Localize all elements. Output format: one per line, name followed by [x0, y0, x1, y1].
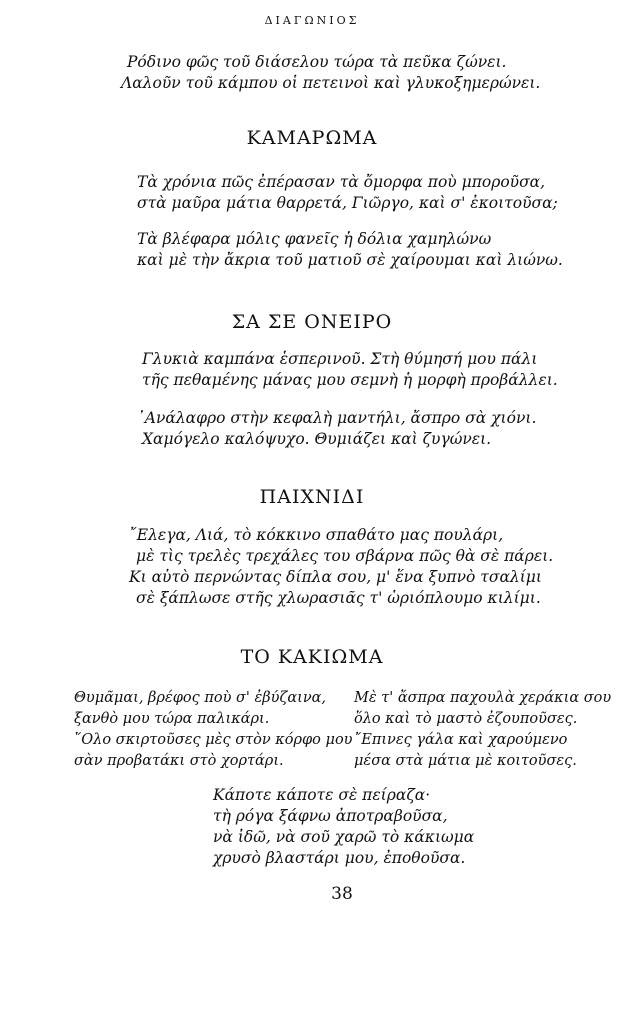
poem-line: τῆς πεθαμένης μάνας μου σεμνὴ ἡ μορφὴ προβάλλει. — [142, 371, 558, 389]
poem-line: νὰ ἰδῶ, νὰ σοῦ χαρῶ τὸ κάκιωμα — [213, 828, 475, 846]
poem-title: ΣΑ ΣΕ ΟΝΕΙΡΟ — [231, 311, 393, 333]
poem-stanza — [137, 229, 563, 271]
page-number: 38 — [331, 884, 353, 904]
poem-stanza — [137, 408, 536, 450]
running-head: ΔΙΑΓΩΝΙΟΣ — [264, 14, 360, 27]
poem-title: ΚΑΜΑΡΩΜΑ — [246, 127, 378, 149]
poem-line: ξανθὸ μου τώρα παλικάρι. — [74, 711, 270, 727]
poem-line: Μὲ τ' ἄσπρα παχουλὰ χεράκια σου — [354, 690, 612, 706]
poem-final-stanza — [213, 785, 474, 869]
poem-line: χρυσὸ βλαστάρι μου, ἐποθοῦσα. — [213, 849, 466, 867]
poem-line: τὴ ρόγα ξάφνω ἀποτραβοῦσα, — [213, 807, 448, 825]
poem-line: Ρόδινο φῶς τοῦ διάσελου τώρα τὰ πεῦκα ζώνει. — [127, 53, 507, 71]
poem-stanza — [137, 172, 558, 214]
poem-stanza — [142, 349, 558, 391]
poem-line: ῎Ελεγα, Λιά, τὸ κόκκινο σπαθάτο μας πουλάρι, — [129, 526, 504, 544]
poem-line: μὲ τὶς τρελὲς τρεχάλες του σβάρνα πῶς θὰ σὲ πάρει. — [136, 547, 554, 565]
poem-line: ῎Επινες γάλα καὶ χαρούμενο — [354, 732, 568, 748]
poem-left-column — [74, 688, 353, 772]
poem-line: ᾿Ανάλαφρο στὴν κεφαλὴ μαντήλι, ἄσπρο σὰ χιόνι. — [137, 409, 537, 427]
poem-line: Λαλοῦν τοῦ κάμπου οἱ πετεινοὶ καὶ γλυκοξημερώνει. — [121, 74, 541, 92]
poem-line: Κι αὐτὸ περνώντας δίπλα σου, μ' ἕνα ξυπνὸ τσαλίμι — [129, 568, 542, 586]
poem-line: Τὰ βλέφαρα μόλις φανεῖς ἡ δόλια χαμηλώνω — [137, 230, 492, 248]
poem-line: σὲ ξάπλωσε στῆς χλωρασιᾶς τ' ὡριόπλουμο κιλίμι. — [136, 589, 541, 607]
poem-line: Χαμόγελο καλόψυχο. Θυμιάζει καὶ ζυγώνει. — [142, 430, 492, 448]
poem-line: ῞Ολο σκιρτοῦσες μὲς στὸν κόρφο μου — [74, 732, 353, 748]
poem-line: Γλυκιὰ καμπάνα ἑσπερινοῦ. Στὴ θύμησή μου πάλι — [142, 350, 538, 368]
poem-line: σὰν προβατάκι στὸ χορτάρι. — [74, 753, 284, 769]
poem-line: μέσα στὰ μάτια μὲ κοιτοῦσες. — [354, 753, 577, 769]
poem-line: καὶ μὲ τὴν ἄκρια τοῦ ματιοῦ σὲ χαίρουμαι καὶ λιώνω. — [137, 251, 563, 269]
poem-line: Τὰ χρόνια πῶς ἐπέρασαν τὰ ὄμορφα ποὺ μποροῦσα, — [137, 173, 546, 191]
poem-line: Κάποτε κάποτε σὲ πείραζα· — [213, 786, 431, 804]
poem-line: στὰ μαῦρα μάτια θαρρετά, Γιῶργο, καὶ σ' ἐκοιτοῦσα; — [137, 194, 558, 212]
poem-title: ΠΑΙΧΝΙΔΙ — [259, 486, 365, 508]
poem-stanza — [129, 525, 553, 609]
poem-line: ὅλο καὶ τὸ μαστὸ ἐζουποῦσες. — [354, 711, 578, 727]
poem-right-column — [354, 688, 611, 772]
poem-title: ΤΟ ΚΑΚΙΩΜΑ — [240, 646, 384, 668]
poem-line: Θυμᾶμαι, βρέφος ποὺ σ' ἐβύζαινα, — [74, 690, 327, 706]
intro-stanza — [121, 52, 541, 94]
